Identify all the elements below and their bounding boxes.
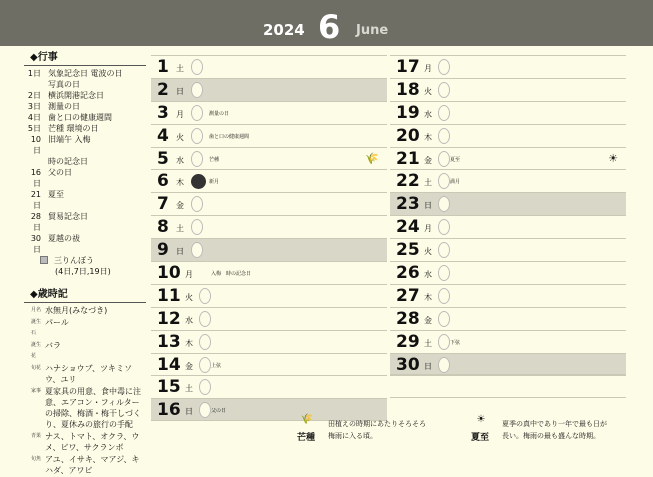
geshi-emblem-icon: ☀ <box>476 414 486 425</box>
saijiki-key: 青果 <box>31 433 42 439</box>
day-number: 11 <box>157 285 181 306</box>
event-row <box>24 134 146 156</box>
events-list <box>24 68 146 255</box>
day-number: 19 <box>396 102 420 123</box>
event-text: 夏越の祓 <box>48 234 80 243</box>
day-note: 上弦 <box>211 362 222 369</box>
event-day: 5日 <box>27 124 41 133</box>
day-note: 入梅 時の記念日 <box>211 271 252 278</box>
day-number: 6 <box>157 171 169 192</box>
day-of-week: 土 <box>424 178 432 188</box>
day-number: 28 <box>396 308 420 329</box>
saijiki-value: 夏家具の用意、食中毒に注意、エアコン・フィルターの掃除、梅酒・梅干しづくり、夏休みの旅行の手配 <box>45 387 141 429</box>
day-row <box>390 55 626 78</box>
event-text: 旧端午 入梅 <box>48 135 91 144</box>
day-number: 12 <box>157 308 181 329</box>
day-row <box>151 284 387 307</box>
day-of-week: 月 <box>424 64 432 73</box>
event-text: 横浜開港記念日 <box>48 91 104 100</box>
saijiki-value: 水無月(みなづき) <box>45 306 108 315</box>
day-of-week: 月 <box>424 224 432 234</box>
moon-phase-icon <box>438 311 450 327</box>
day-of-week: 水 <box>176 155 184 165</box>
day-row <box>151 353 387 376</box>
sanrinbo-marker-icon <box>40 256 48 264</box>
event-day: 21日 <box>30 190 41 210</box>
day-of-week: 金 <box>185 361 193 371</box>
day-row <box>390 330 626 353</box>
moon-phase-icon <box>438 196 450 212</box>
event-text: 父の日 <box>48 168 72 177</box>
event-row <box>24 101 146 112</box>
day-number: 21 <box>396 148 420 169</box>
day-number: 26 <box>396 263 420 284</box>
moon-phase-icon <box>438 334 450 350</box>
sanrinbo-label: 三りんぼう <box>54 256 94 265</box>
moon-phase-icon <box>199 334 211 350</box>
event-row <box>24 112 146 123</box>
boushu-name: 芒種 <box>297 433 316 443</box>
divider <box>24 302 146 303</box>
day-row <box>151 78 387 101</box>
day-of-week: 土 <box>185 384 193 394</box>
day-of-week: 木 <box>424 132 432 142</box>
geshi-line-1: 夏季の真中であり一年で最も日が <box>502 420 607 428</box>
moon-phase-icon <box>191 59 203 75</box>
event-row <box>24 189 146 211</box>
day-row <box>151 307 387 330</box>
saijiki-row <box>24 305 146 316</box>
day-number: 5 <box>157 148 169 169</box>
day-row <box>390 192 626 215</box>
moon-phase-icon <box>438 173 450 189</box>
day-number: 15 <box>157 377 181 398</box>
day-row <box>390 215 626 238</box>
day-of-week: 土 <box>424 338 432 348</box>
saijiki-row <box>24 340 146 362</box>
day-of-week: 土 <box>176 64 184 73</box>
event-row <box>24 167 146 189</box>
event-row <box>24 79 146 90</box>
day-row <box>390 78 626 101</box>
moon-phase-icon <box>438 151 450 167</box>
moon-phase-icon <box>438 128 450 144</box>
day-number: 24 <box>396 217 420 238</box>
moon-phase-icon <box>438 242 450 258</box>
events-title: ◆行事 <box>30 52 58 63</box>
event-day: 4日 <box>27 113 41 122</box>
moon-phase-icon <box>199 379 211 395</box>
day-number: 13 <box>157 331 181 352</box>
day-row <box>151 192 387 215</box>
day-number: 14 <box>157 354 181 375</box>
day-note: 新月 <box>209 179 220 186</box>
day-of-week: 日 <box>176 86 184 96</box>
day-number: 4 <box>157 125 169 146</box>
moon-phase-icon <box>199 402 211 418</box>
day-note: 父の日 <box>211 408 227 415</box>
moon-phase-icon <box>191 242 203 258</box>
saijiki-key: 家事 <box>31 388 42 394</box>
moon-phase-icon <box>191 174 206 189</box>
moon-phase-icon <box>438 265 450 281</box>
day-row <box>151 215 387 238</box>
saijiki-row <box>24 386 146 430</box>
saijiki-key: 旬花 <box>31 365 42 371</box>
saijiki-row <box>24 317 146 339</box>
day-number: 23 <box>396 194 420 215</box>
event-text: 測量の日 <box>48 102 80 111</box>
day-row <box>390 238 626 261</box>
saijiki-row <box>24 454 146 476</box>
day-of-week: 火 <box>424 247 432 257</box>
days-column-left <box>151 55 387 421</box>
saijiki-key: 旬魚 <box>31 456 42 462</box>
day-row <box>390 261 626 284</box>
moon-phase-icon <box>438 82 450 98</box>
sanrinbo-days: (4日,7日,19日) <box>55 267 111 276</box>
event-text: 気象記念日 電波の日 <box>48 69 123 78</box>
day-number: 2 <box>157 79 169 100</box>
day-of-week: 日 <box>185 407 193 417</box>
day-row <box>390 124 626 147</box>
event-day <box>24 79 48 90</box>
month-name: June <box>356 23 389 38</box>
event-row <box>24 68 146 79</box>
geshi-line-2: 長い。梅雨の最も盛んな時期。 <box>502 432 600 440</box>
day-of-week: 金 <box>424 315 432 325</box>
day-note: 芒種 <box>209 156 220 163</box>
moon-phase-icon <box>191 196 203 212</box>
saijiki-value: ハナショウブ、ツキミソウ、ユリ <box>45 364 133 384</box>
day-row <box>390 307 626 330</box>
event-text: 時の記念日 <box>48 157 88 166</box>
day-of-week: 土 <box>176 224 184 234</box>
days-column-right <box>390 55 626 398</box>
day-of-week: 木 <box>185 338 193 348</box>
saijiki-title: ◆歳時記 <box>30 289 68 300</box>
sidebar <box>24 48 146 477</box>
boushu-emblem-icon: 🌾 <box>300 414 314 425</box>
day-of-week: 木 <box>424 292 432 302</box>
moon-phase-icon <box>199 288 211 304</box>
day-of-week: 火 <box>185 292 193 302</box>
event-text: 夏至 <box>48 190 64 199</box>
day-row <box>151 238 387 261</box>
day-number: 29 <box>396 331 420 352</box>
event-day <box>24 156 48 167</box>
boushu-line-1: 田植えの時期にあたりそろそろ <box>328 420 426 428</box>
moon-phase-icon <box>438 219 450 235</box>
moon-phase-icon <box>438 288 450 304</box>
day-number: 7 <box>157 194 169 215</box>
day-of-week: 日 <box>176 247 184 257</box>
event-row <box>24 233 146 255</box>
moon-phase-icon <box>199 311 211 327</box>
day-row <box>151 101 387 124</box>
divider <box>24 65 146 66</box>
rice-emblem-icon: 🌾 <box>365 151 379 165</box>
day-number: 3 <box>157 102 169 123</box>
day-number: 25 <box>396 240 420 261</box>
month-number: 6 <box>318 8 341 46</box>
event-text: 芒種 環境の日 <box>48 124 99 133</box>
day-row <box>151 330 387 353</box>
day-number: 20 <box>396 125 420 146</box>
day-number: 17 <box>396 57 420 77</box>
saijiki-key: 誕生花 <box>31 342 42 359</box>
day-of-week: 火 <box>176 132 184 142</box>
day-number: 8 <box>157 217 169 238</box>
saijiki-value: ナス、トマト、オクラ、ウメ、ビワ、サクランボ <box>45 432 140 452</box>
day-note: 下弦 <box>450 339 461 346</box>
day-row <box>151 261 387 284</box>
event-day: 16日 <box>30 168 41 188</box>
moon-phase-icon <box>438 105 450 121</box>
day-of-week: 水 <box>185 315 193 325</box>
day-of-week: 日 <box>424 201 432 211</box>
saijiki-key: 誕生石 <box>31 319 42 336</box>
day-row <box>390 147 626 170</box>
day-row <box>151 169 387 192</box>
day-of-week: 水 <box>424 270 432 280</box>
event-row <box>24 90 146 101</box>
day-of-week: 金 <box>176 201 184 211</box>
event-text: 写真の日 <box>48 80 80 89</box>
day-note: 測量の日 <box>209 110 230 117</box>
day-row <box>390 101 626 124</box>
boushu-line-2: 梅雨に入る頃。 <box>328 432 377 440</box>
day-note: 歯と口の健康週間 <box>209 133 250 140</box>
event-row <box>24 123 146 134</box>
day-number: 30 <box>396 354 420 375</box>
day-number: 16 <box>157 400 181 421</box>
day-note: 満月 <box>450 179 461 186</box>
day-of-week: 日 <box>424 361 432 371</box>
event-day: 10日 <box>30 135 41 155</box>
saijiki-value: バラ <box>45 341 61 350</box>
day-row <box>390 353 626 376</box>
day-number: 18 <box>396 79 420 100</box>
day-of-week: 月 <box>176 109 184 119</box>
month-header <box>0 0 653 46</box>
saijiki-row <box>24 363 146 385</box>
day-note: 夏至 <box>450 156 461 163</box>
day-row <box>151 55 387 78</box>
day-row <box>390 169 626 192</box>
moon-phase-icon <box>191 151 203 167</box>
saijiki-value: アユ、イサキ、マアジ、キハダ、アワビ <box>45 455 140 475</box>
event-day: 3日 <box>27 102 41 111</box>
day-of-week: 月 <box>185 270 193 280</box>
sun-emblem-icon: ☀ <box>608 151 618 165</box>
event-day: 2日 <box>27 91 41 100</box>
saijiki-key: 月名 <box>31 307 42 313</box>
year-label: 2024 <box>263 21 305 39</box>
moon-phase-icon <box>191 82 203 98</box>
saijiki-value: パール <box>45 318 69 327</box>
boushu-desc <box>328 418 426 442</box>
day-number: 22 <box>396 171 420 192</box>
moon-phase-icon <box>191 219 203 235</box>
sanrinbo-row <box>24 255 146 266</box>
day-number: 27 <box>396 285 420 306</box>
day-of-week: 木 <box>176 178 184 188</box>
day-of-week: 金 <box>424 155 432 165</box>
event-day: 30日 <box>30 234 41 254</box>
moon-phase-icon <box>191 105 203 121</box>
event-text: 貿易記念日 <box>48 212 88 221</box>
saijiki-list <box>24 305 146 476</box>
empty-row <box>390 375 626 398</box>
event-day: 1日 <box>27 69 41 78</box>
geshi-desc <box>502 418 607 442</box>
day-number: 1 <box>157 57 169 77</box>
day-row <box>390 284 626 307</box>
day-of-week: 火 <box>424 86 432 96</box>
day-row <box>151 147 387 170</box>
day-number: 9 <box>157 240 169 261</box>
geshi-name: 夏至 <box>471 433 490 443</box>
day-row <box>151 375 387 398</box>
day-number: 10 <box>157 263 181 284</box>
event-row <box>24 156 146 167</box>
moon-phase-icon <box>191 128 203 144</box>
moon-phase-icon <box>438 357 450 373</box>
moon-phase-icon <box>438 59 450 75</box>
event-row <box>24 211 146 233</box>
saijiki-row <box>24 431 146 453</box>
event-day: 28日 <box>30 212 41 232</box>
day-row <box>151 124 387 147</box>
event-text: 歯と口の健康週間 <box>48 113 112 122</box>
day-of-week: 水 <box>424 109 432 119</box>
moon-phase-icon <box>199 357 211 373</box>
